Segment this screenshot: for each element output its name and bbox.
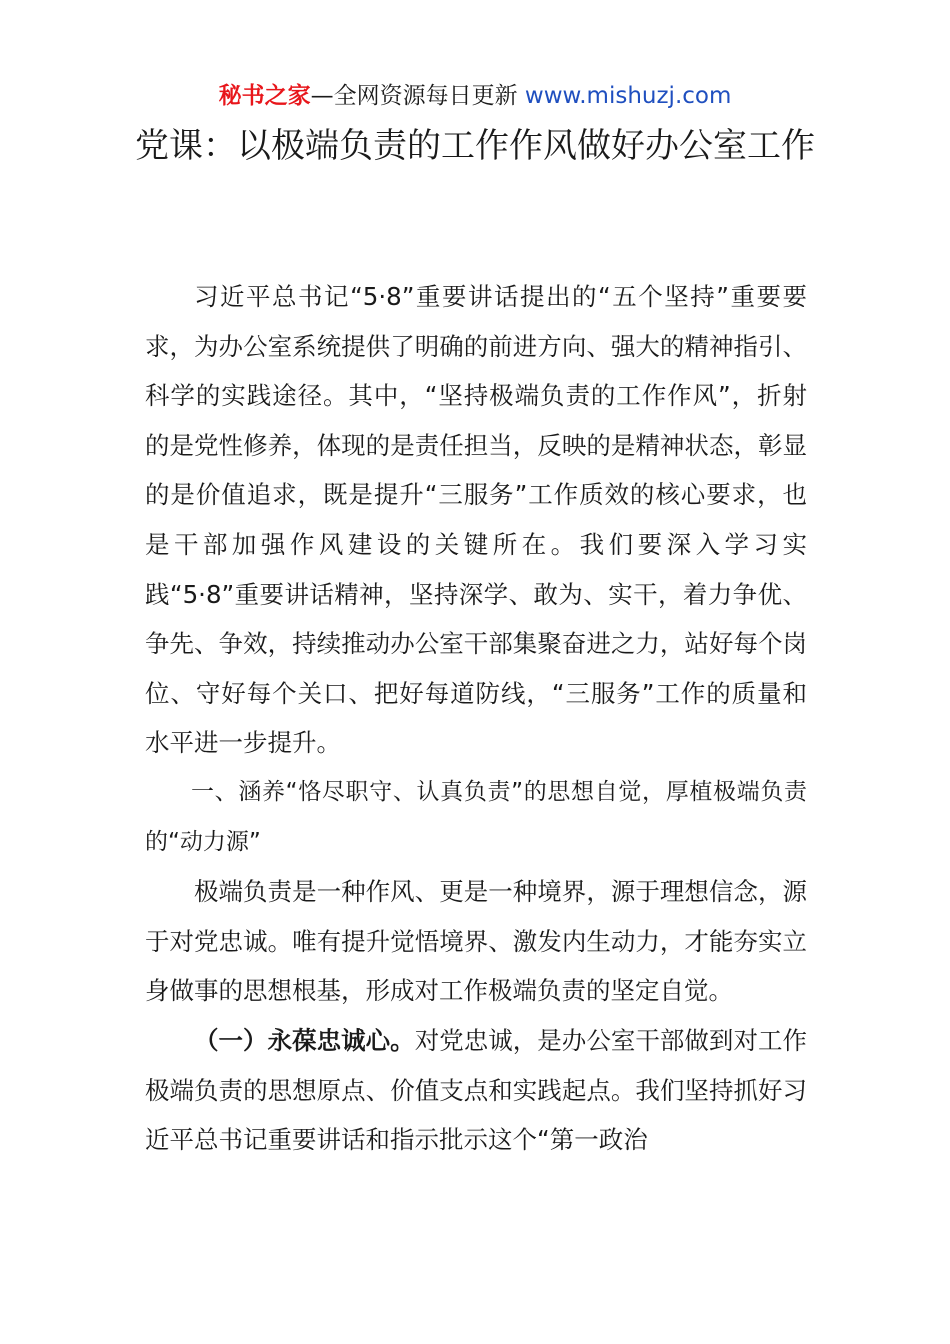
document-title: 党课：以极端负责的工作作风做好办公室工作 xyxy=(135,126,815,166)
section-item-paragraph xyxy=(145,1016,807,1165)
site-header xyxy=(0,80,950,112)
document-body xyxy=(145,272,807,1165)
item-text: 对党忠诚，是办公室干部做到对工作极端负责的思想原点、价值支点和实践起点。我们坚持抓好习近平总书记重要讲话和指示批示这个“第一政治 xyxy=(145,1025,807,1155)
item-lead: （一）永葆忠诚心。 xyxy=(194,1025,415,1055)
intro-paragraph: 习近平总书记“5·8”重要讲话提出的“五个坚持”重要要求，为办公室系统提供了明确的前进方向、强大的精神指引、科学的实践途径。其中，“坚持极端负责的工作作风”，折射的是党性修养，体现的是责任担当，反映的是精神状态，彰显的是价值追求，既是提升“三服务”工作质效的核心要求，也是干部加强作风建设的关键所在。我们要深入学习实践“5·8”重要讲话精神，坚持深学、敢为、实干，着力争优、争先、争效，持续推动办公室干部集聚奋进之力，站好每个岗位、守好每个关口、把好每道防线，“三服务”工作的质量和水平进一步提升。 xyxy=(145,282,807,758)
section-heading: 一、涵养“恪尽职守、认真负责”的思想自觉，厚植极端负责的“动力源” xyxy=(145,778,807,855)
section-intro-paragraph: 极端负责是一种作风、更是一种境界，源于理想信念，源于对党忠诚。唯有提升觉悟境界、激发内生动力，才能夯实立身做事的思想根基，形成对工作极端负责的坚定自觉。 xyxy=(145,877,807,1006)
site-tagline: —全网资源每日更新 xyxy=(310,83,525,109)
site-url-link[interactable]: www.mishuzj.com xyxy=(524,83,732,109)
site-name: 秘书之家 xyxy=(218,83,311,109)
